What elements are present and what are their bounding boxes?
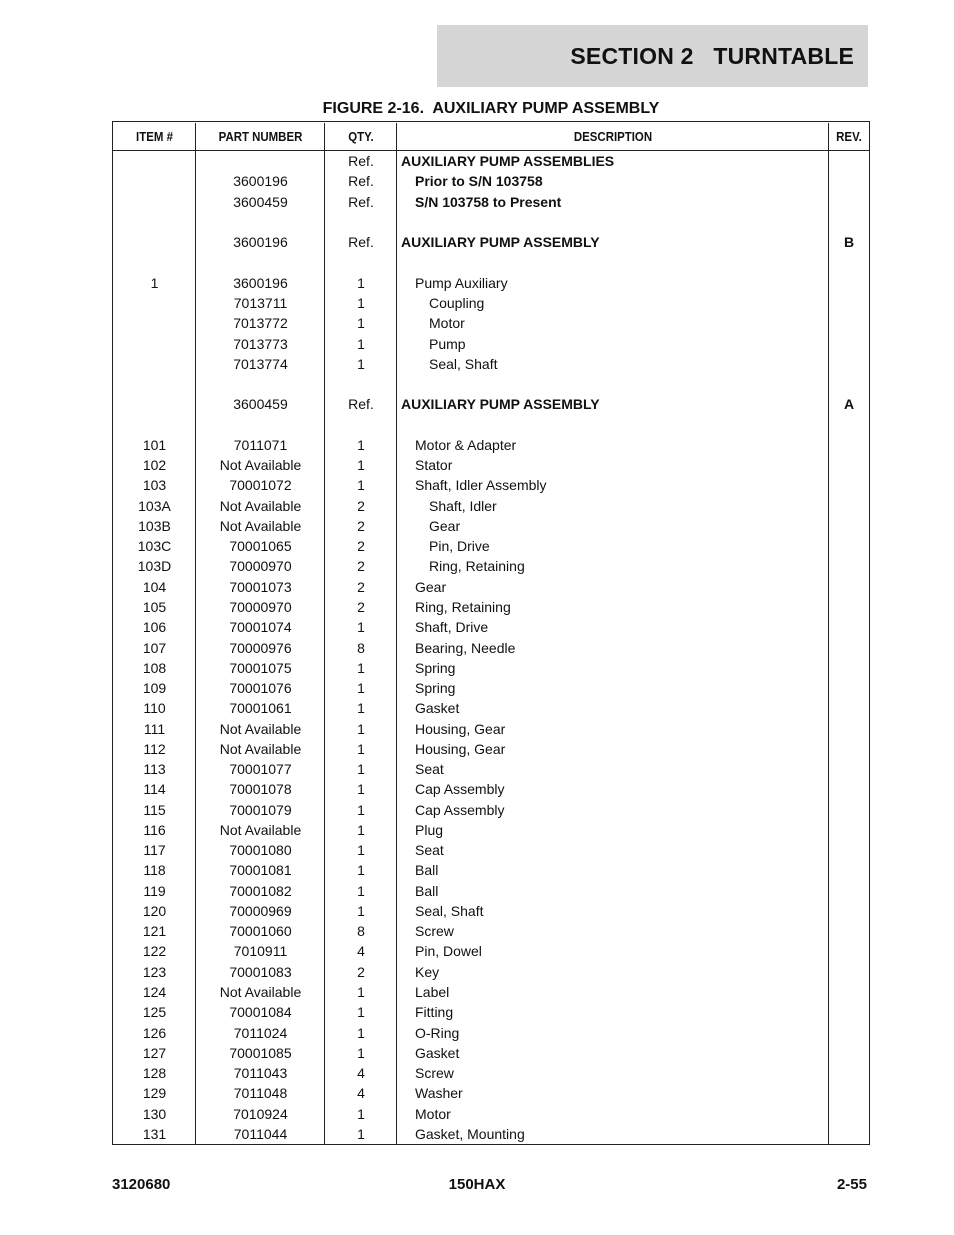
- cell-description: Key: [415, 963, 440, 980]
- table-row: [113, 293, 869, 313]
- cell-part-number: 70001083: [229, 963, 292, 980]
- cell-description: AUXILIARY PUMP ASSEMBLY: [401, 234, 600, 251]
- header-part-number: PART NUMBER: [218, 128, 303, 144]
- cell-part-number: 7011071: [233, 436, 288, 453]
- table-row: [113, 881, 869, 901]
- cell-qty: Ref.: [348, 153, 374, 170]
- cell-part-number: 7011043: [233, 1065, 288, 1082]
- cell-qty: 4: [357, 1085, 365, 1102]
- table-row: [113, 455, 869, 475]
- table-row: [113, 435, 869, 455]
- cell-item: 116: [143, 821, 166, 838]
- cell-part-number: Not Available: [219, 517, 302, 534]
- cell-qty: 1: [357, 720, 365, 737]
- table-row: [113, 921, 869, 941]
- table-row: [113, 1124, 869, 1144]
- cell-item: 119: [143, 882, 166, 899]
- table-row: [113, 1063, 869, 1083]
- cell-qty: 1: [357, 680, 365, 697]
- cell-description: Cap Assembly: [415, 801, 505, 818]
- cell-qty: 1: [357, 1044, 365, 1061]
- cell-description: Gasket: [415, 1044, 460, 1061]
- cell-rev: B: [843, 234, 855, 251]
- cell-qty: 2: [357, 578, 365, 595]
- cell-description: Spring: [415, 659, 456, 676]
- table-row: [113, 860, 869, 880]
- table-row: [113, 800, 869, 820]
- table-row: [113, 739, 869, 759]
- cell-part-number: 70000970: [229, 598, 292, 615]
- cell-qty: 1: [357, 1024, 365, 1041]
- cell-part-number: 70001082: [229, 882, 292, 899]
- cell-item: 125: [142, 1004, 167, 1021]
- table-row: [113, 759, 869, 779]
- header-rev: REV.: [836, 128, 862, 144]
- cell-qty: 2: [357, 558, 365, 575]
- cell-description: Fitting: [415, 1004, 454, 1021]
- cell-qty: 1: [357, 842, 365, 859]
- table-row: [113, 982, 869, 1002]
- footer-doc-number: 3120680: [112, 1176, 171, 1193]
- cell-part-number: 70001061: [229, 700, 292, 717]
- table-row: [113, 1043, 869, 1063]
- table-row: [113, 252, 869, 272]
- table-row: [113, 1103, 869, 1123]
- cell-description: Ring, Retaining: [415, 598, 511, 615]
- cell-item: 115: [143, 801, 166, 818]
- cell-description: Plug: [415, 821, 444, 838]
- cell-item: 102: [142, 457, 167, 474]
- cell-qty: 1: [357, 984, 365, 1001]
- cell-item: 127: [142, 1044, 167, 1061]
- cell-description: Seat: [415, 842, 444, 859]
- footer-page-number: 2-55: [836, 1176, 867, 1193]
- cell-part-number: 7013772: [233, 315, 288, 332]
- cell-description: Cap Assembly: [415, 781, 505, 798]
- table-row: [113, 901, 869, 921]
- cell-part-number: Not Available: [219, 821, 302, 838]
- cell-item: 120: [142, 902, 167, 919]
- cell-part-number: 70000976: [229, 639, 292, 656]
- table-row: [113, 718, 869, 738]
- table-header: [113, 122, 869, 151]
- cell-qty: 1: [357, 294, 365, 311]
- section-title: SECTION 2 TURNTABLE: [570, 42, 854, 69]
- cell-item: 103B: [138, 517, 171, 534]
- cell-item: 109: [142, 680, 167, 697]
- cell-qty: 1: [357, 761, 365, 778]
- cell-qty: Ref.: [348, 193, 374, 210]
- cell-part-number: 70001073: [229, 578, 292, 595]
- cell-description: Gear: [415, 578, 447, 595]
- cell-qty: 4: [357, 943, 365, 960]
- cell-description: Bearing, Needle: [415, 639, 516, 656]
- cell-item: 110: [143, 700, 166, 717]
- cell-qty: 2: [357, 497, 365, 514]
- cell-description: Pump: [429, 335, 466, 352]
- cell-part-number: 7010911: [233, 943, 288, 960]
- table-row: [113, 577, 869, 597]
- cell-qty: 8: [357, 639, 365, 656]
- cell-part-number: Not Available: [219, 984, 302, 1001]
- cell-description: Gasket: [415, 700, 460, 717]
- cell-part-number: 70001080: [229, 842, 292, 859]
- cell-part-number: 70001081: [229, 862, 292, 879]
- cell-item: 101: [142, 436, 167, 453]
- table-row: [113, 273, 869, 293]
- cell-description: AUXILIARY PUMP ASSEMBLIES: [401, 153, 615, 170]
- table-row: [113, 475, 869, 495]
- header-description: DESCRIPTION: [573, 128, 653, 144]
- cell-item: 128: [142, 1065, 167, 1082]
- table-row: [113, 617, 869, 637]
- cell-qty: Ref.: [348, 173, 374, 190]
- table-row: [113, 698, 869, 718]
- cell-qty: 4: [357, 1065, 365, 1082]
- table-row: [113, 414, 869, 434]
- cell-description: Ring, Retaining: [429, 558, 525, 575]
- cell-description: Ball: [415, 882, 439, 899]
- cell-qty: 1: [357, 740, 365, 757]
- cell-description: Shaft, Drive: [415, 619, 489, 636]
- cell-part-number: 7013773: [233, 335, 288, 352]
- table-row: [113, 678, 869, 698]
- cell-part-number: 70001085: [229, 1044, 292, 1061]
- cell-description: Screw: [415, 1065, 454, 1082]
- cell-item: 1: [150, 274, 159, 291]
- cell-item: 126: [142, 1024, 167, 1041]
- cell-part-number: 3600196: [233, 234, 288, 251]
- cell-qty: 1: [357, 1125, 365, 1142]
- cell-description: O-Ring: [415, 1024, 460, 1041]
- cell-item: 103C: [137, 538, 172, 555]
- cell-qty: Ref.: [348, 234, 374, 251]
- cell-item: 123: [142, 963, 167, 980]
- cell-qty: 1: [357, 882, 365, 899]
- cell-qty: 1: [357, 274, 365, 291]
- table-row: [113, 192, 869, 212]
- table-row: [113, 1002, 869, 1022]
- cell-item: 122: [142, 943, 167, 960]
- cell-part-number: 70001076: [229, 680, 292, 697]
- cell-item: 129: [142, 1085, 167, 1102]
- cell-part-number: 3600459: [233, 396, 288, 413]
- cell-qty: 2: [357, 538, 365, 555]
- cell-description: Gasket, Mounting: [415, 1125, 525, 1142]
- cell-description: Coupling: [429, 294, 485, 311]
- cell-part-number: 3600196: [233, 173, 288, 190]
- table-row: [113, 212, 869, 232]
- cell-item: 130: [142, 1105, 167, 1122]
- cell-description: Ball: [415, 862, 439, 879]
- footer-model: 150HAX: [448, 1176, 506, 1193]
- cell-rev: A: [843, 396, 855, 413]
- cell-part-number: 7011024: [233, 1024, 288, 1041]
- cell-part-number: 70001060: [229, 923, 292, 940]
- table-row: [113, 637, 869, 657]
- cell-part-number: 3600196: [233, 274, 288, 291]
- cell-item: 103D: [137, 558, 172, 575]
- cell-qty: 1: [357, 315, 365, 332]
- cell-qty: 1: [357, 821, 365, 838]
- table-row: [113, 313, 869, 333]
- cell-part-number: 70001075: [229, 659, 292, 676]
- cell-part-number: 70001078: [229, 781, 292, 798]
- cell-item: 103: [142, 477, 167, 494]
- cell-qty: 1: [357, 1004, 365, 1021]
- cell-description: Spring: [415, 680, 456, 697]
- cell-qty: 1: [357, 700, 365, 717]
- cell-qty: 1: [357, 862, 365, 879]
- cell-part-number: 7013774: [233, 355, 288, 372]
- table-row: [113, 658, 869, 678]
- cell-item: 108: [142, 659, 167, 676]
- cell-qty: 1: [357, 659, 365, 676]
- cell-description: Motor & Adapter: [415, 436, 517, 453]
- cell-description: AUXILIARY PUMP ASSEMBLY: [401, 396, 600, 413]
- cell-description: Seal, Shaft: [415, 902, 484, 919]
- parts-table: [112, 121, 870, 1145]
- table-row: [113, 556, 869, 576]
- table-row: [113, 394, 869, 414]
- cell-item: 114: [143, 781, 166, 798]
- table-body: [113, 151, 869, 1144]
- cell-item: 106: [142, 619, 167, 636]
- cell-part-number: 7011044: [233, 1125, 288, 1142]
- cell-part-number: 3600459: [233, 193, 288, 210]
- cell-part-number: 70001084: [229, 1004, 292, 1021]
- cell-qty: 2: [357, 963, 365, 980]
- table-row: [113, 962, 869, 982]
- cell-description: Stator: [415, 457, 453, 474]
- cell-item: 111: [143, 720, 166, 737]
- cell-qty: 1: [357, 781, 365, 798]
- table-row: [113, 354, 869, 374]
- cell-description: Gear: [429, 517, 461, 534]
- section-header: [437, 25, 868, 87]
- table-row: [113, 1022, 869, 1042]
- cell-part-number: Not Available: [219, 457, 302, 474]
- figure-title: FIGURE 2-16. AUXILIARY PUMP ASSEMBLY: [322, 100, 660, 117]
- cell-description: Shaft, Idler: [429, 497, 497, 514]
- cell-part-number: Not Available: [219, 720, 302, 737]
- cell-item: 104: [142, 578, 167, 595]
- table-row: [113, 779, 869, 799]
- cell-part-number: Not Available: [219, 740, 302, 757]
- cell-part-number: 70001065: [229, 538, 292, 555]
- cell-item: 105: [142, 598, 167, 615]
- table-row: [113, 840, 869, 860]
- cell-item: 113: [143, 761, 166, 778]
- cell-item: 118: [143, 862, 166, 879]
- cell-qty: 1: [357, 1105, 365, 1122]
- cell-qty: 1: [357, 457, 365, 474]
- cell-qty: 1: [357, 436, 365, 453]
- cell-qty: Ref.: [348, 396, 374, 413]
- table-row: [113, 374, 869, 394]
- cell-item: 112: [143, 740, 166, 757]
- cell-qty: 1: [357, 477, 365, 494]
- cell-item: 131: [142, 1125, 167, 1142]
- cell-item: 103A: [138, 497, 171, 514]
- cell-description: Seal, Shaft: [429, 355, 498, 372]
- cell-qty: 2: [357, 517, 365, 534]
- table-row: [113, 496, 869, 516]
- table-row: [113, 333, 869, 353]
- cell-description: Washer: [415, 1085, 463, 1102]
- table-row: [113, 536, 869, 556]
- cell-qty: 1: [357, 902, 365, 919]
- cell-qty: 1: [357, 801, 365, 818]
- cell-part-number: 7010924: [233, 1105, 288, 1122]
- cell-description: Housing, Gear: [415, 720, 506, 737]
- cell-item: 107: [142, 639, 167, 656]
- table-row: [113, 171, 869, 191]
- cell-description: Seat: [415, 761, 444, 778]
- table-row: [113, 597, 869, 617]
- cell-part-number: Not Available: [219, 497, 302, 514]
- cell-description: Housing, Gear: [415, 740, 506, 757]
- cell-qty: 1: [357, 619, 365, 636]
- cell-description: Pin, Dowel: [415, 943, 482, 960]
- table-row: [113, 941, 869, 961]
- table-row: [113, 232, 869, 252]
- header-item: ITEM #: [136, 128, 173, 144]
- cell-description: Pin, Drive: [429, 538, 490, 555]
- cell-item: 124: [142, 984, 167, 1001]
- cell-description: Label: [415, 984, 450, 1001]
- cell-qty: 1: [357, 355, 365, 372]
- cell-description: Pump Auxiliary: [415, 274, 508, 291]
- cell-description: Shaft, Idler Assembly: [415, 477, 547, 494]
- cell-description: Motor: [415, 1105, 451, 1122]
- table-row: [113, 151, 869, 171]
- cell-part-number: 70000970: [229, 558, 292, 575]
- table-row: [113, 820, 869, 840]
- cell-item: 117: [143, 842, 166, 859]
- cell-description: S/N 103758 to Present: [415, 193, 562, 210]
- table-row: [113, 1083, 869, 1103]
- cell-item: 121: [142, 923, 167, 940]
- cell-part-number: 70001074: [229, 619, 292, 636]
- cell-part-number: 7013711: [233, 294, 288, 311]
- cell-part-number: 70001079: [229, 801, 292, 818]
- cell-part-number: 7011048: [233, 1085, 288, 1102]
- cell-qty: 1: [357, 335, 365, 352]
- header-qty: QTY.: [348, 128, 374, 144]
- cell-description: Motor: [429, 315, 465, 332]
- cell-part-number: 70001077: [229, 761, 292, 778]
- cell-part-number: 70000969: [229, 902, 292, 919]
- cell-part-number: 70001072: [229, 477, 292, 494]
- cell-qty: 2: [357, 598, 365, 615]
- cell-qty: 8: [357, 923, 365, 940]
- cell-description: Screw: [415, 923, 454, 940]
- cell-description: Prior to S/N 103758: [415, 173, 543, 190]
- table-row: [113, 516, 869, 536]
